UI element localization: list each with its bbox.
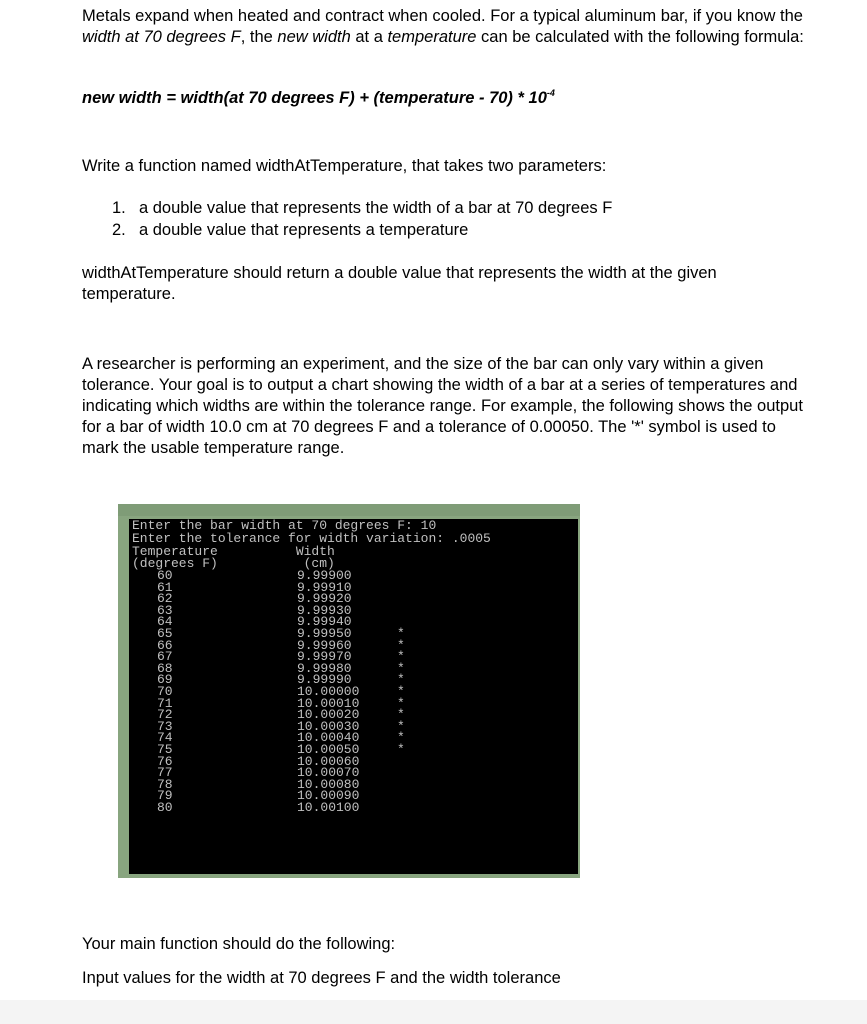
list-text: a double value that represents a temperature bbox=[139, 221, 469, 239]
row-temperature: 74 bbox=[157, 730, 173, 746]
row-width: 10.00070 bbox=[297, 765, 360, 781]
row-mark: * bbox=[397, 730, 405, 746]
row-width: 10.00030 bbox=[297, 718, 360, 734]
intro-text: Metals expand when heated and contract when cooled. For a typical aluminum bar, if you know the bbox=[82, 7, 803, 25]
row-mark: * bbox=[397, 684, 405, 699]
console-row bbox=[129, 637, 578, 653]
list-item bbox=[112, 219, 612, 241]
task-intro: Write a function named widthAtTemperature, that takes two parameters: bbox=[82, 157, 607, 175]
console-row bbox=[129, 628, 578, 640]
intro-paragraph bbox=[82, 6, 812, 48]
intro-em-temperature: temperature bbox=[387, 28, 477, 46]
list-item bbox=[112, 197, 612, 219]
intro-em-width: width at 70 degrees F bbox=[82, 28, 241, 46]
console-row bbox=[129, 660, 578, 676]
row-width: 9.99930 bbox=[297, 602, 352, 618]
row-width: 9.99940 bbox=[297, 614, 352, 630]
row-width: 10.00000 bbox=[297, 684, 360, 699]
row-width: 9.99920 bbox=[297, 591, 352, 607]
row-temperature: 78 bbox=[157, 776, 173, 792]
row-mark: * bbox=[397, 637, 405, 653]
row-width: 10.00060 bbox=[297, 753, 360, 769]
intro-em-new-width: new width bbox=[277, 28, 351, 46]
row-temperature: 77 bbox=[157, 765, 173, 781]
console-row bbox=[129, 570, 578, 582]
row-temperature: 79 bbox=[157, 788, 173, 804]
row-width: 10.00020 bbox=[297, 707, 360, 723]
row-temperature: 64 bbox=[157, 614, 173, 630]
row-temperature: 80 bbox=[157, 800, 173, 815]
console-row bbox=[129, 602, 578, 618]
row-width: 10.00010 bbox=[297, 695, 360, 711]
row-temperature: 71 bbox=[157, 695, 173, 711]
row-width: 9.99980 bbox=[297, 660, 352, 676]
console-prompt-width: Enter the bar width at 70 degrees F: 10 bbox=[132, 519, 437, 533]
row-mark: * bbox=[397, 695, 405, 711]
row-temperature: 61 bbox=[157, 579, 173, 595]
row-width: 9.99970 bbox=[297, 649, 352, 665]
intro-text-mid2: at a bbox=[350, 28, 388, 46]
row-temperature: 68 bbox=[157, 660, 173, 676]
row-mark: * bbox=[397, 707, 405, 723]
formula bbox=[82, 88, 555, 108]
row-temperature: 65 bbox=[157, 626, 173, 641]
row-width: 10.00050 bbox=[297, 742, 360, 757]
row-temperature: 70 bbox=[157, 684, 173, 699]
row-temperature: 73 bbox=[157, 718, 173, 734]
formula-text: new width = width(at 70 degrees F) + (temperature - 70) * 10 bbox=[82, 89, 547, 107]
row-width: 10.00090 bbox=[297, 788, 360, 804]
row-mark: * bbox=[397, 672, 405, 688]
experiment-paragraph: A researcher is performing an experiment, and the size of the bar can only vary within a given tolerance. Your goal is to output a chart showing the width of a bar at a series of temperatures and indicating which widths are within the tolerance range. For example, the following shows the output for a bar of width 10.0 cm at 70 degrees F and a tolerance of 0.00050. The '*' symbol is used to mark the usable temperature range. bbox=[82, 355, 803, 457]
console-output bbox=[129, 519, 578, 874]
row-mark: * bbox=[397, 626, 405, 641]
row-temperature: 62 bbox=[157, 591, 173, 607]
console-row bbox=[129, 616, 578, 628]
list-number: 1. bbox=[112, 199, 126, 217]
console-row bbox=[129, 651, 578, 663]
row-width: 9.99910 bbox=[297, 579, 352, 595]
console-header-1: Temperature Width bbox=[132, 544, 335, 559]
row-temperature: 66 bbox=[157, 637, 173, 653]
list-text: a double value that represents the width of a bar at 70 degrees F bbox=[139, 199, 613, 217]
console-title-strip bbox=[118, 504, 580, 516]
main-intro: Your main function should do the following: bbox=[82, 935, 396, 953]
intro-text-mid: , the bbox=[240, 28, 278, 46]
row-mark: * bbox=[397, 718, 405, 734]
console-row bbox=[129, 802, 578, 814]
intro-text-end: can be calculated with the following formula: bbox=[476, 28, 804, 46]
row-temperature: 63 bbox=[157, 602, 173, 618]
row-temperature: 60 bbox=[157, 568, 173, 583]
row-temperature: 72 bbox=[157, 707, 173, 723]
page-bottom-band bbox=[0, 1000, 867, 1024]
parameter-list bbox=[112, 197, 612, 241]
row-width: 10.00100 bbox=[297, 800, 360, 815]
list-number: 2. bbox=[112, 221, 126, 239]
console-row bbox=[129, 593, 578, 605]
console-header-2: (degrees F) (cm) bbox=[132, 556, 335, 571]
formula-exponent: -4 bbox=[546, 88, 555, 98]
row-width: 9.99990 bbox=[297, 672, 352, 688]
row-width: 10.00040 bbox=[297, 730, 360, 746]
returns-paragraph: widthAtTemperature should return a double value that represents the width at the given temperature. bbox=[82, 264, 717, 303]
row-mark: * bbox=[397, 660, 405, 676]
row-temperature: 67 bbox=[157, 649, 173, 665]
row-temperature: 76 bbox=[157, 753, 173, 769]
row-mark: * bbox=[397, 649, 405, 665]
row-mark: * bbox=[397, 742, 405, 757]
row-width: 9.99960 bbox=[297, 637, 352, 653]
row-temperature: 69 bbox=[157, 672, 173, 688]
row-temperature: 75 bbox=[157, 742, 173, 757]
row-width: 9.99950 bbox=[297, 626, 352, 641]
console-row bbox=[129, 579, 578, 595]
row-width: 9.99900 bbox=[297, 568, 352, 583]
row-width: 10.00080 bbox=[297, 776, 360, 792]
main-step: Input values for the width at 70 degrees F and the width tolerance bbox=[82, 969, 561, 987]
console-prompt-tolerance: Enter the tolerance for width variation: .0005 bbox=[132, 531, 491, 546]
